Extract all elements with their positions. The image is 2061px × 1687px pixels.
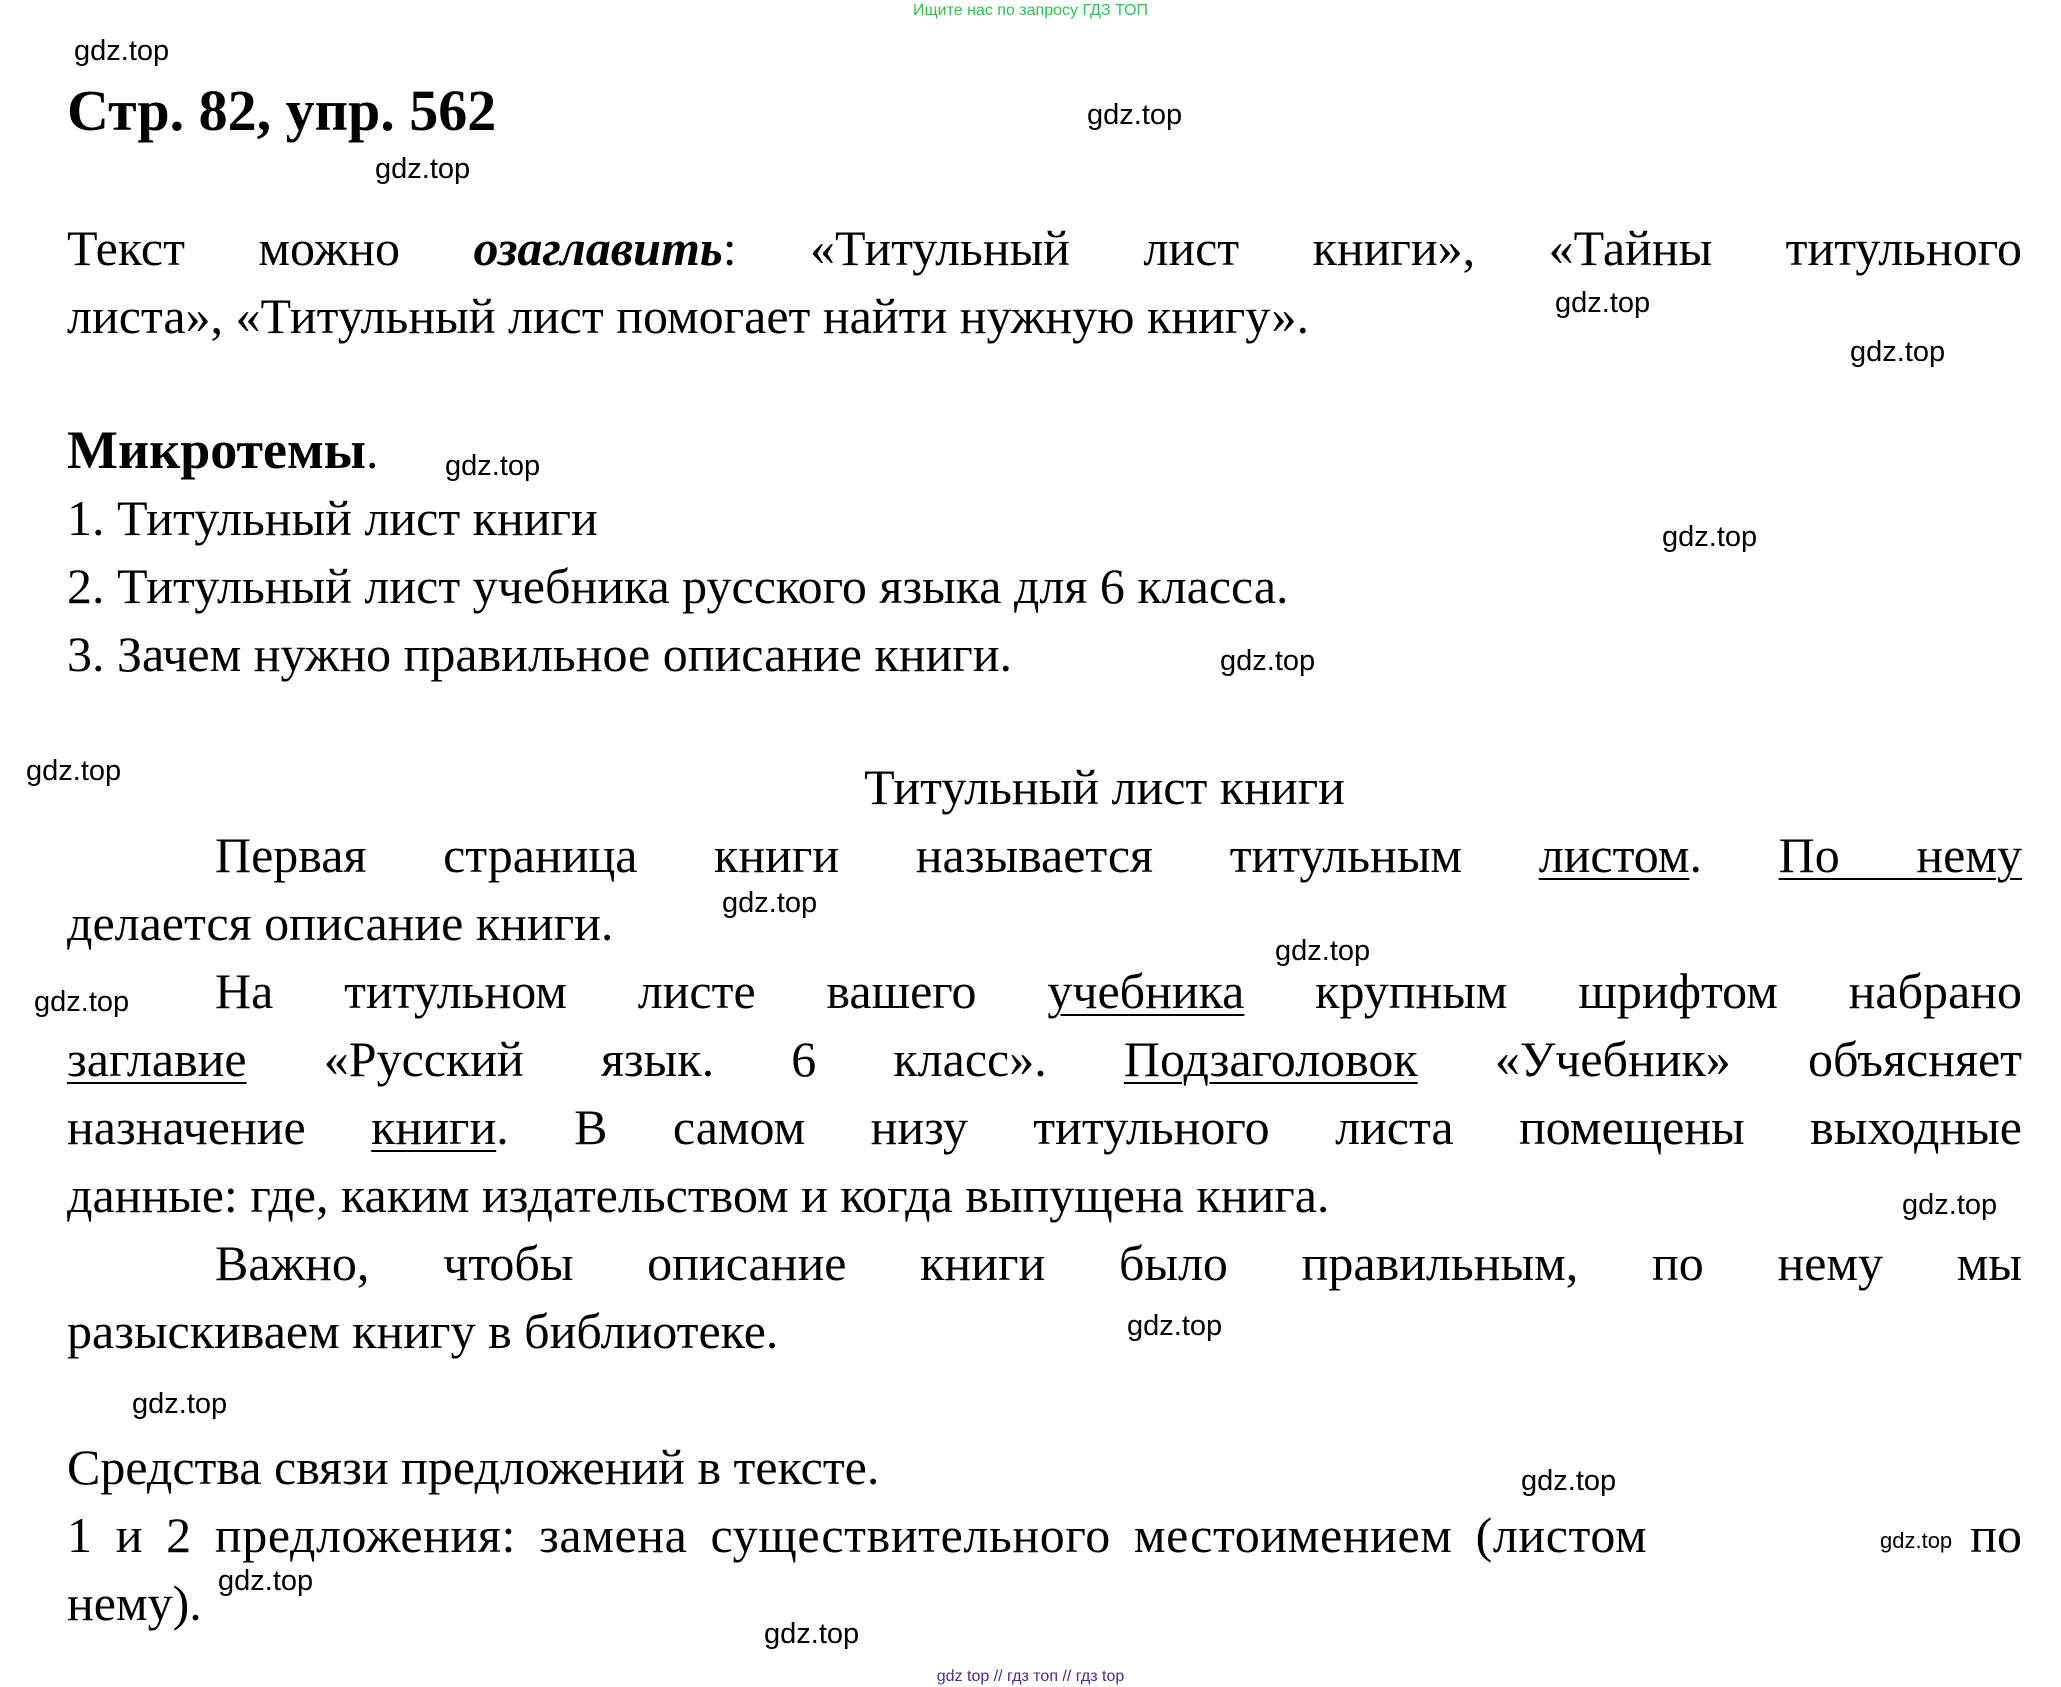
text-heading: Титульный лист книги <box>864 759 1345 815</box>
intro-line-2: листа», «Титульный лист помогает найти нужную книгу». <box>67 288 1310 344</box>
watermark: gdz.top <box>1275 935 1371 967</box>
paragraph-2-line-4: данные: где, каким издательством и когда выпущена книга. <box>67 1167 1330 1223</box>
paragraph-2 <box>67 957 2022 1229</box>
watermark: gdz.top <box>1521 1465 1617 1497</box>
underlined-word: заглавие <box>67 1031 247 1087</box>
paragraph-1-line-1 <box>67 821 2022 889</box>
microtopic-item: 2. Титульный лист учебника русского языка для 6 класса. <box>67 558 1289 614</box>
text: по <box>1970 1507 2022 1563</box>
microtopic-item: 1. Титульный лист книги <box>67 490 598 546</box>
text: На титульном листе вашего <box>215 963 977 1019</box>
page-title: Стр. 82, упр. 562 <box>67 78 497 143</box>
watermark: gdz.top <box>218 1565 314 1597</box>
watermark: gdz.top <box>1902 1189 1998 1221</box>
paragraph-3-line-2: разыскиваем книгу в библиотеке. <box>67 1303 779 1359</box>
intro-emphasis: озаглавить <box>473 220 723 276</box>
underlined-word: листом <box>1538 827 1690 883</box>
paragraph-2-line-3 <box>67 1093 2022 1161</box>
paragraph-3-line-1: Важно, чтобы описание книги было правильным, по нему мы <box>215 1235 2022 1291</box>
text: . В самом низу титульного листа помещены выходные <box>496 1099 2022 1155</box>
watermark: gdz.top <box>722 887 818 919</box>
underlined-word: По нему <box>1778 827 2022 883</box>
text: «Русский язык. 6 класс». <box>323 1031 1047 1087</box>
underlined-word: учебника <box>1047 963 1245 1019</box>
text: назначение <box>67 1099 306 1155</box>
paragraph-2-line-2 <box>67 1025 2022 1093</box>
text: крупным шрифтом набрано <box>1315 963 2022 1019</box>
watermark: gdz.top <box>1850 336 1946 368</box>
paragraph-2-line-1 <box>67 957 2022 1025</box>
top-banner[interactable]: Ищите нас по запросу ГДЗ ТОП <box>913 2 1148 19</box>
microtopic-item: 3. Зачем нужно правильное описание книги. <box>67 626 1013 682</box>
text: . <box>1689 827 1702 883</box>
watermark: gdz.top <box>1662 521 1758 553</box>
text: «Учебник» объясняет <box>1494 1031 2022 1087</box>
watermark: gdz.top <box>445 450 541 482</box>
text-heading-row <box>67 753 2022 821</box>
paragraph-1 <box>67 821 2022 957</box>
watermark: gdz.top <box>26 755 122 787</box>
intro-paragraph <box>67 214 2022 350</box>
watermark: gdz.top <box>764 1618 860 1650</box>
text: 1 и 2 предложения: замена существительного местоимением (листом <box>67 1507 1648 1563</box>
underlined-word: книги <box>371 1099 497 1155</box>
microtopics-heading: Микротемы <box>67 420 366 480</box>
links-heading: Средства связи предложений в тексте. <box>67 1439 880 1495</box>
intro-line-1 <box>67 214 2022 282</box>
watermark: gdz.top <box>1127 1310 1223 1342</box>
watermark: gdz.top <box>132 1388 228 1420</box>
text: Первая страница книги называется титульным <box>215 827 1463 883</box>
intro-text: : «Титульный лист книги», «Тайны титульного <box>722 220 2022 276</box>
links-line-1 <box>67 1501 2022 1569</box>
watermark: gdz.top <box>375 153 471 185</box>
intro-text: Текст можно <box>67 220 401 276</box>
watermark: gdz.top <box>1220 645 1316 677</box>
microtopics <box>67 416 2022 688</box>
watermark: gdz.top <box>1880 1528 1953 1553</box>
paragraph-1-line-2: делается описание книги. <box>67 895 614 951</box>
underlined-word: Подзаголовок <box>1123 1031 1418 1087</box>
microtopics-dot: . <box>365 423 379 479</box>
watermark: gdz.top <box>1555 287 1651 319</box>
watermark: gdz.top <box>1087 99 1183 131</box>
links-line-2: нему). <box>67 1575 202 1631</box>
watermark: gdz.top <box>74 35 170 67</box>
bottom-banner[interactable]: gdz top // гдз топ // гдз top <box>936 1668 1125 1685</box>
paragraph-3 <box>67 1229 2022 1365</box>
links-section <box>67 1433 2022 1637</box>
watermark: gdz.top <box>34 986 130 1018</box>
